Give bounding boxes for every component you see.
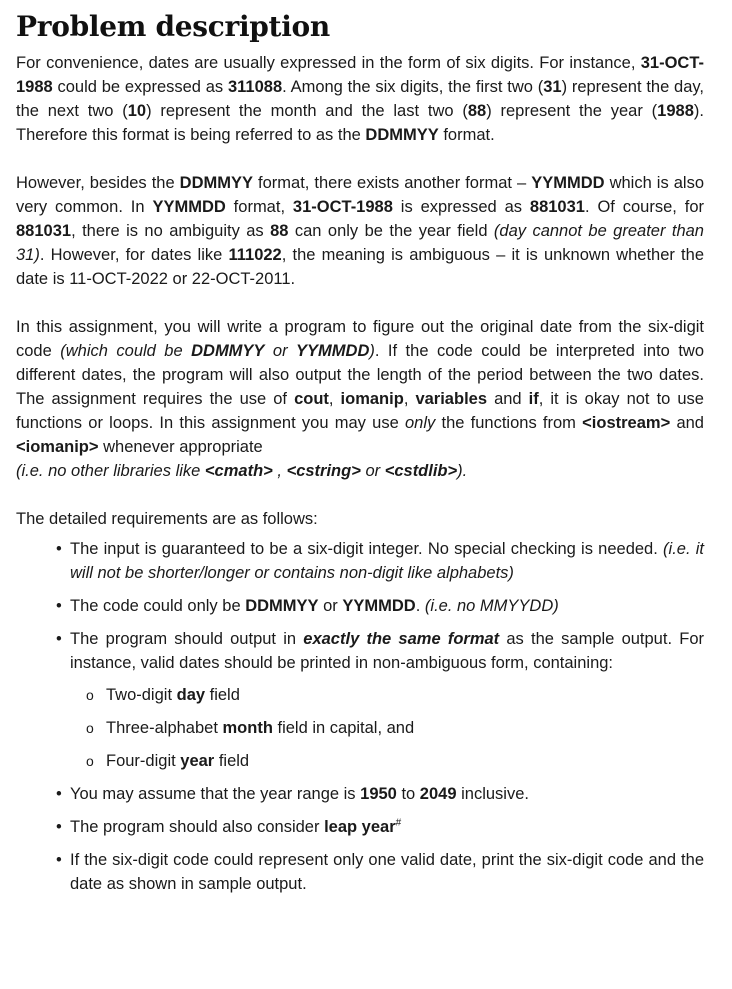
bullet-icon: • (56, 785, 62, 803)
bullet-icon: • (56, 851, 62, 869)
page-title: Problem description (16, 10, 330, 43)
sub-item-day: o Two-digit day field (16, 683, 704, 707)
requirements-list (16, 537, 704, 675)
bullet-icon: • (56, 818, 62, 836)
paragraph-assignment: In this assignment, you will write a program to figure out the original date from the six-digit code (which could be DDMMYY or YYMMDD). If the code could be interpreted into two different dates, the program will also output the length of the period between the two dates. The assignment requires the use of cout, iomanip, variables and if, it is okay not to use functions or loops. In this assignment you may use only the functions from <iostream> and <iomanip> whenever appropriate (i.e. no other libraries like <cmath> , <cstring> or <cstdlib>). (16, 318, 704, 480)
circle-bullet-icon: o (86, 720, 94, 736)
sub-item-month: o Three-alphabet month field in capital, and (16, 716, 704, 740)
bullet-icon: • (56, 630, 62, 648)
requirement-single-date: • If the six-digit code could represent only one valid date, print the six-digit code and the date as shown in sample output. (16, 848, 704, 896)
bullet-icon: • (56, 597, 62, 615)
requirement-leap-year: • The program should also consider leap year# (16, 815, 704, 839)
requirement-input: • The input is guaranteed to be a six-digit integer. No special checking is needed. (i.e. it will not be shorter/longer or contains non-digit like alphabets) (16, 537, 704, 585)
document-page (16, 0, 704, 905)
requirement-code-format: • The code could only be DDMMYY or YYMMDD. (i.e. no MMYYDD) (16, 594, 704, 618)
sub-item-year: o Four-digit year field (16, 749, 704, 773)
paragraph-yymmdd-format: However, besides the DDMMYY format, there exists another format – YYMMDD which is also very common. In YYMMDD format, 31-OCT-1988 is expressed as 881031. Of course, for 881031, there is no ambiguity as 88 can only be the year field (day cannot be greater than 31). However, for dates like 111022, the meaning is ambiguous – it is unknown whether the date is 11-OCT-2022 or 22-OCT-2011. (16, 174, 705, 288)
requirement-output-format: • The program should output in exactly the same format as the sample output. For instance, valid dates should be printed in non-ambiguous form, containing: (16, 627, 704, 675)
requirements-list-continued (16, 782, 704, 896)
circle-bullet-icon: o (86, 753, 94, 769)
circle-bullet-icon: o (86, 687, 94, 703)
bullet-icon: • (56, 540, 62, 558)
footnote-marker: # (395, 817, 402, 829)
requirement-year-range: • You may assume that the year range is 1950 to 2049 inclusive. (16, 782, 704, 806)
requirements-intro: The detailed requirements are as follows: (16, 510, 318, 528)
date-fields-list (16, 683, 704, 773)
paragraph-ddmmyy-format: For convenience, dates are usually expressed in the form of six digits. For instance, 31-OCT-1988 could be expressed as 311088. Among the six digits, the first two (31) represent the day, the next two (10) represent the month and the last two (88) represent the year (1988). Therefore this format is being referred to as the DDMMYY format. (16, 54, 704, 144)
